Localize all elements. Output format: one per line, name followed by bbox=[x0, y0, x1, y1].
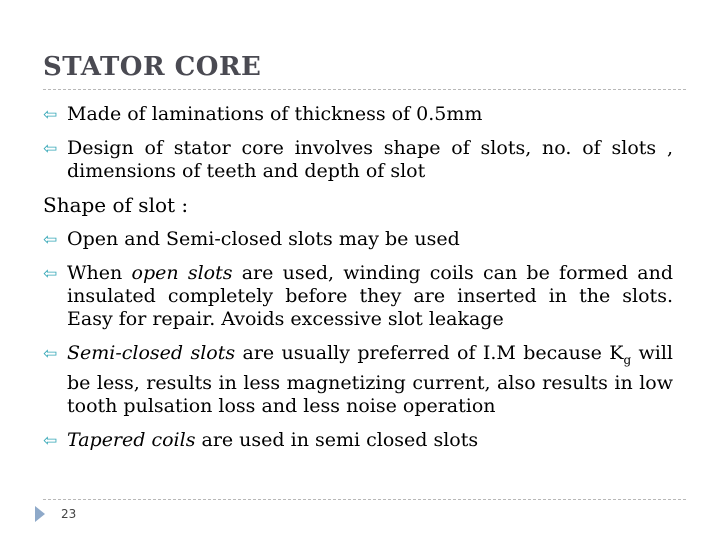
arrow-left-outline-icon: ⇦ bbox=[43, 230, 58, 250]
footer-divider bbox=[43, 499, 686, 500]
bullet-item: ⇦ Semi-closed slots are usually preferred of I.M because $K_g$ will be less, results in less magnetizing current, also results in low tooth pulsation loss and less noise operation bbox=[43, 342, 674, 417]
triangle-marker-icon bbox=[35, 506, 45, 522]
subheading: Shape of slot : bbox=[43, 193, 189, 217]
bullet-item: ⇦ When open slots are used, winding coils can be formed and insulated completely before they are inserted in the slots. Easy for repair. Avoids excessive slot leakage bbox=[43, 262, 674, 330]
bullet-item: ⇦ Made of laminations of thickness of 0.5mm bbox=[43, 103, 483, 125]
bullet-item: ⇦ Open and Semi-closed slots may be used bbox=[43, 228, 460, 250]
arrow-left-outline-icon: ⇦ bbox=[43, 264, 58, 284]
bullet-item: ⇦ Tapered coils are used in semi closed slots bbox=[43, 428, 479, 451]
arrow-left-outline-icon: ⇦ bbox=[43, 430, 58, 451]
slide-title: STATOR CORE bbox=[43, 52, 262, 82]
bullet-item: ⇦ Design of stator core involves shape of slots, no. of slots , dimensions of teeth and depth of slot bbox=[43, 137, 673, 182]
arrow-left-outline-icon: ⇦ bbox=[43, 139, 58, 159]
footer bbox=[35, 506, 76, 522]
title-divider bbox=[43, 89, 686, 90]
arrow-left-outline-icon: ⇦ bbox=[43, 344, 58, 364]
slide-body bbox=[43, 103, 673, 463]
page-number: 23 bbox=[61, 507, 77, 521]
arrow-left-outline-icon: ⇦ bbox=[43, 105, 58, 125]
